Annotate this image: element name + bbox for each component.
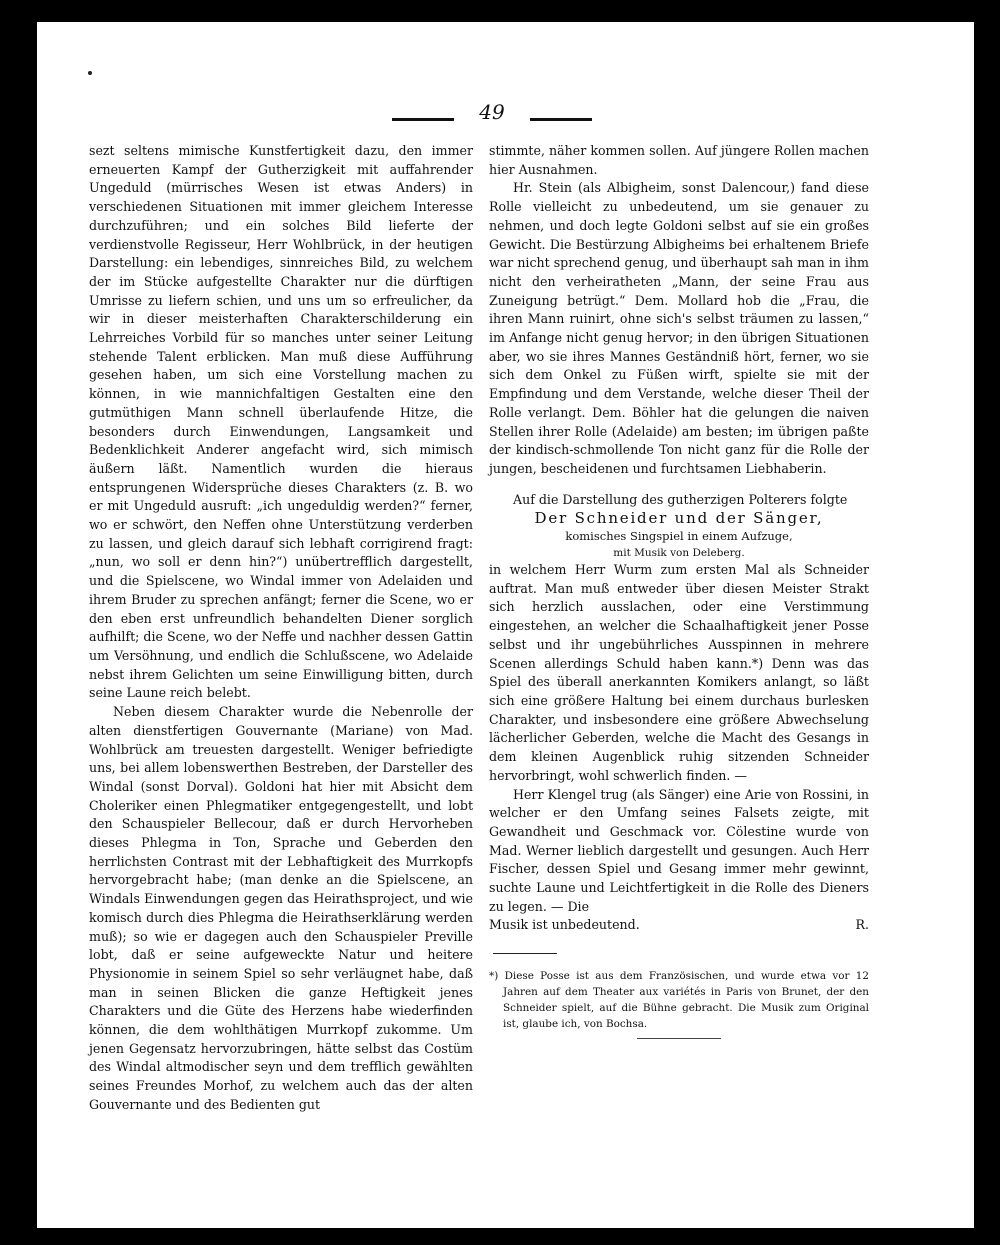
closing-text: Musik ist unbedeutend. [489, 917, 640, 933]
right-column [489, 142, 869, 1039]
play-title: Der Schneider und der Sänger, [534, 509, 824, 528]
ink-speck [88, 71, 92, 75]
left-paragraph-2: Neben diesem Charakter wurde die Nebenrolle der alten dienstfertigen Gouvernante (Mariane) von Mad. Wohlbrück am treuesten dargestellt. Weniger befriedigte uns, bei allem lobenswerthen Bestreben, der Darsteller des Windal (sonst Dorval). Goldoni hat hier mit Absicht dem Choleriker einen Phlegmatiker entgegengestellt, und lobt den Schauspieler Bellecour, daß er durch Hervorheben dieses Phlegma in Ton, Sprache und Geberden den herrlichsten Contrast mit der Lebhaftigkeit des Murrkopfs hervorgebracht habe; (man denke an die Spielscene, an Windals Einwendungen gegen das Heirathsproject, und wie komisch durch dies Phlegma die Heirathserklärung werden muß); so wie er dagegen auch den Schauspieler Preville lobt, daß er seine aufgeweckte Natur und heitere Physionomie in seinem Spiel so sehr verläugnet habe, daß man in seinen Blicken die ganze Heftigkeit jenes Charakters und die Güte des Herzens habe wiederfinden können, die dem wohlthätigen Murrkopf zukomme. Um jenen Gegensatz hervorzubringen, hätte selbst das Costüm des Windal altmodischer seyn und dem trefflich gewählten seines Freundes Morhof, zu welchem auch das der alten Gouvernante und des Bedienten gut [89, 704, 473, 1112]
right-paragraph-3: Auf die Darstellung des gutherzigen Polterers folgte [513, 491, 848, 507]
right-paragraph-4: in welchem Herr Wurm zum ersten Mal als Schneider auftrat. Man muß entweder über diesen Meister Strakt sich herzlich ausslachen, oder eine Verstimmung eingestehen, an welcher die Schaalhaftigkeit jener Posse selbst und ihr ungebührliches Ausspinnen in mehrere Scenen allerdings Schuld haben kann.*) Denn was das Spiel des überall anerkannten Komikers anlangt, so läßt sich eine größere Haltung bei einem durchaus burlesken Charakter, und insbesondere eine größere Abwechselung lächerlicher Geberden, welche die Macht des Gesangs in dem kleinen Augenblick ruhig sitzenden Schneider hervorbringt, wohl schwerlich finden. — [489, 562, 869, 783]
play-music-credit: mit Musik von Deleberg. [613, 547, 745, 560]
newspaper-page [37, 22, 974, 1228]
left-paragraph-1: sezt seltens mimische Kunstfertigkeit dazu, den immer erneuerten Kampf der Gutherzigkeit mit auffahrender Ungeduld (mürrisches Wesen ist etwas Anders) in verschiedenen Situationen mit immer gleichem Interesse durchzuführen; und ein solches Bild lieferte der verdienstvolle Regisseur, Herr Wohlbrück, in der heutigen Darstellung: ein lebendiges, sinnreiches Bild, zu welchem der im Stücke aufgestellte Charakter nur die dürftigen Umrisse zu liefern schien, und uns um so erfreulicher, da wir in dieser meisterhaften Charakterschilderung ein Lehrreiches Vorbild für so manches unter seiner Leitung stehende Talent erblicken. Man muß diese Aufführung gesehen haben, um sich eine Vorstellung machen zu können, in wie mannichfaltigen Gestalten eine den gutmüthigen Mann schnell überlaufende Hitze, die besonders durch Einwendungen, Langsamkeit und Bedenklichkeit Anderer angefacht wird, sich mimisch äußern läßt. Namentlich wurden die hieraus entsprungenen Widersprüche dieses Charakters (z. B. wo er mit Ungeduld ausruft: „ich ungeduldig werden?“ ferner, wo er schwört, den Neffen ohne Unterstützung verderben zu lassen, und gleich darauf sich lebhaft corrigirend fragt: „nun, wo soll er denn hin?“) unübertrefflich dargestellt, und die Spielscene, wo Windal immer von Adelaiden und ihrem Bruder zu sprechen anfängt; ferner die Scene, wo er den eben erst unfreundlich behandelten Diener sorglich aufhilft; die Scene, wo der Neffe und nachher dessen Gattin um Versöhnung, und endlich die Schlußscene, wo Adelaide nebst ihrem Gelichten um seine Einwilligung bitten, durch seine Laune reich belebt. [89, 143, 473, 701]
page-header [392, 100, 592, 136]
right-paragraph-2: Hr. Stein (als Albigheim, sonst Dalencour,) fand diese Rolle vielleicht zu unbedeutend, um sie genauer zu nehmen, und doch legte Goldoni selbst auf sie ein großes Gewicht. Die Bestürzung Albigheims bei erhaltenem Briefe war nicht sprechend genug, und überhaupt sah man in ihm nicht den verheiratheten „Mann, der seine Frau aus Zuneigung betrügt.“ Dem. Mollard hob die „Frau, die ihren Mann ruinirt, ohne sich's selbst träumen zu lassen,“ im Anfange nicht genug hervor; in den übrigen Situationen aber, wo sie ihres Mannes Geständniß hört, ferner, wo sie sich dem Onkel zu Füßen wirft, spielte sie mit der Empfindung und dem Verstande, welche dieser Theil der Rolle verlangt. Dem. Böhler hat die gelungen die naiven Stellen ihrer Rolle (Adelaide) am besten; im übrigen paßte der kindisch-schmollende Ton nicht ganz für die Rolle der jungen, bescheidenen und furchtsamen Liebhaberin. [489, 180, 869, 476]
closing-line [489, 916, 869, 935]
header-rule-right [530, 118, 592, 121]
page-number: 49 [479, 100, 505, 124]
footnote: *) Diese Posse ist aus dem Französischen, und wurde etwa vor 12 Jahren auf dem Theater aux variétés in Paris von Brunet, der den Schneider spielt, auf die Bühne gebracht. Die Musik zum Original ist, glaube ich, von Bochsa. [489, 970, 869, 1031]
left-column [89, 142, 473, 1115]
play-subtitle: komisches Singspiel in einem Aufzuge, [565, 529, 793, 544]
right-paragraph-5: Herr Klengel trug (als Sänger) eine Arie von Rossini, in welcher er den Umfang seines Falsets zeigte, mit Gewandheit und Geschmack vor. Cölestine wurde von Mad. Werner lieblich dargestellt und gesungen. Auch Herr Fischer, dessen Spiel und Gesang immer mehr gewinnt, suchte Laune und Leichtfertigkeit in die Rolle des Dieners zu legen. — Die [489, 786, 869, 914]
right-paragraph-1: stimmte, näher kommen sollen. Auf jüngere Rollen machen hier Ausnahmen. [489, 143, 869, 177]
end-rule [637, 1038, 721, 1039]
footnote-separator [493, 953, 557, 954]
author-signature: R. [855, 917, 869, 933]
